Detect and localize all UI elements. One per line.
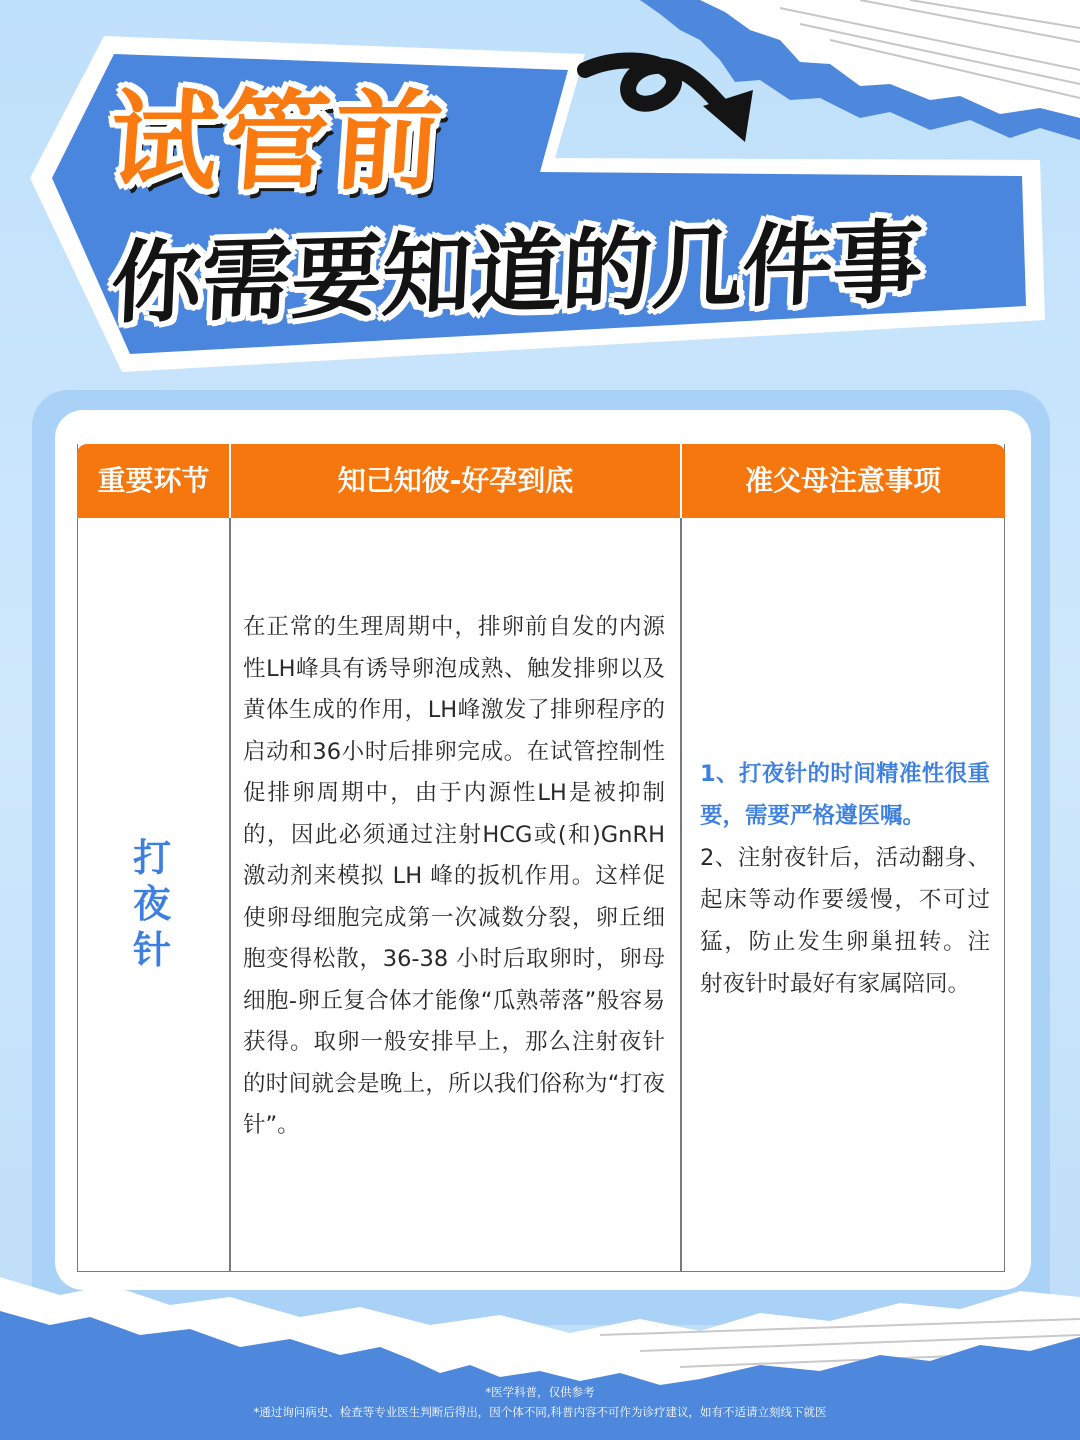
- footer-disclaimer-1: *医学科普，仅供参考: [485, 1385, 595, 1399]
- header-divider: [680, 444, 682, 518]
- title-line-1: 试管前: [105, 80, 451, 205]
- column-header-stage: 重要环节: [97, 464, 210, 497]
- column-header-notes: 准父母注意事项: [744, 464, 941, 497]
- knowledge-text: 在正常的生理周期中，排卵前自发的内源性LH峰具有诱导卵泡成熟、触发排卵以及黄体生成的作用，LH峰激发了排卵程序的启动和36小时后排卵完成。在试管控制性促排卵周期中，由于内源性LH是被抑制的，因此必须通过注射HCG或(和)GnRH激动剂来模拟 LH 峰的扳机作用。这样促使卵母细胞完成第一次减数分裂，卵丘细胞变得松散，36-38 小时后取卵时，卵母细胞-卵丘复合体才能像“瓜熟蒂落”般容易获得。取卵一般安排早上，那么注射夜针的时间就会是晚上，所以我们俗称为“打夜针”。: [243, 614, 665, 1138]
- footer-disclaimer-2: *通过询问病史、检查等专业医生判断后得出，因个体不同,科普内容不可作为诊疗建议，如有不适请立刻线下就医: [253, 1405, 827, 1419]
- stage-name: 打 夜 针: [132, 836, 171, 972]
- note-highlight: 1、打夜针的时间精准性很重要，需要严格遵医嘱。: [700, 761, 990, 829]
- curly-arrow-icon: [575, 48, 775, 148]
- column-header-knowledge: 知己知彼-好孕到底: [337, 464, 574, 497]
- column-divider: [680, 444, 682, 1272]
- header-divider: [229, 444, 231, 518]
- column-divider: [229, 444, 231, 1272]
- title-line-2: 你需要知道的几件事: [109, 210, 925, 337]
- table-header: [77, 444, 1005, 518]
- note-normal: 2、注射夜针后，活动翻身、起床等动作要缓慢，不可过猛，防止发生卵巢扭转。注射夜针时最好有家属陪同。: [700, 845, 990, 997]
